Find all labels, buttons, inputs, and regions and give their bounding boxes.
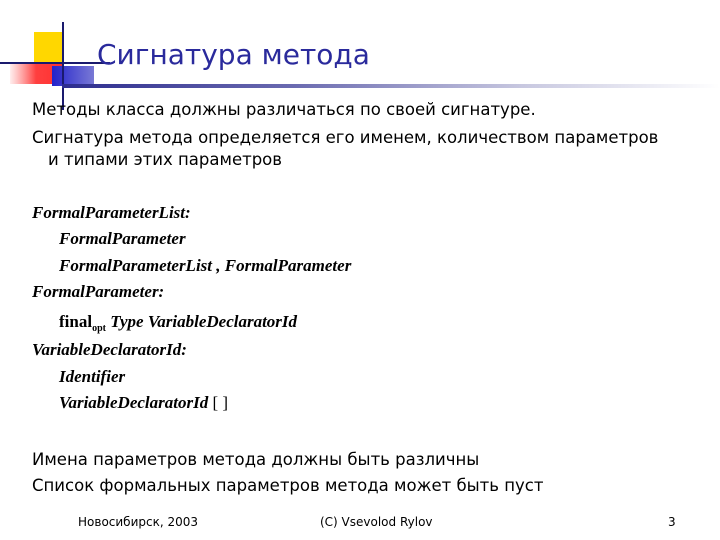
grammar-formal-parameter-head: FormalParameter: bbox=[32, 282, 165, 301]
grammar-formal-parameter-list-alt2: FormalParameterList , FormalParameter bbox=[59, 256, 352, 275]
footer-copyright: (C) Vsevolod Rylov bbox=[320, 515, 433, 529]
outro-line-2: Список формальных параметров метода может быть пуст bbox=[32, 476, 544, 495]
variable-declarator-id-text: VariableDeclaratorId bbox=[59, 393, 209, 412]
grammar-variable-declarator-id-head: VariableDeclaratorId: bbox=[32, 340, 187, 359]
title-underline bbox=[62, 84, 720, 88]
array-brackets: [ ] bbox=[208, 393, 229, 412]
grammar-formal-parameter-list-alt1: FormalParameter bbox=[59, 229, 186, 248]
formal-parameter-rest: Type VariableDeclaratorId bbox=[105, 312, 298, 331]
intro-line-1: Методы класса должны различаться по своей сигнатуре. bbox=[32, 100, 536, 119]
opt-subscript: opt bbox=[92, 323, 106, 334]
intro-line-2: Сигнатура метода определяется его именем, количеством параметров bbox=[32, 128, 659, 147]
outro-line-1: Имена параметров метода должны быть различны bbox=[32, 450, 480, 469]
slide-title: Сигнатура метода bbox=[97, 38, 370, 71]
grammar-variable-declarator-id-alt2 bbox=[59, 393, 228, 413]
footer-page-number: 3 bbox=[668, 515, 676, 529]
grammar-variable-declarator-id-alt1: Identifier bbox=[59, 367, 126, 386]
grammar-formal-parameter-rule bbox=[59, 312, 297, 332]
decorative-logo bbox=[0, 0, 110, 110]
footer-location-year: Новосибирск, 2003 bbox=[78, 515, 199, 529]
grammar-formal-parameter-list-head: FormalParameterList: bbox=[32, 203, 191, 222]
keyword-final: final bbox=[59, 312, 93, 331]
intro-line-3: и типами этих параметров bbox=[48, 150, 283, 169]
